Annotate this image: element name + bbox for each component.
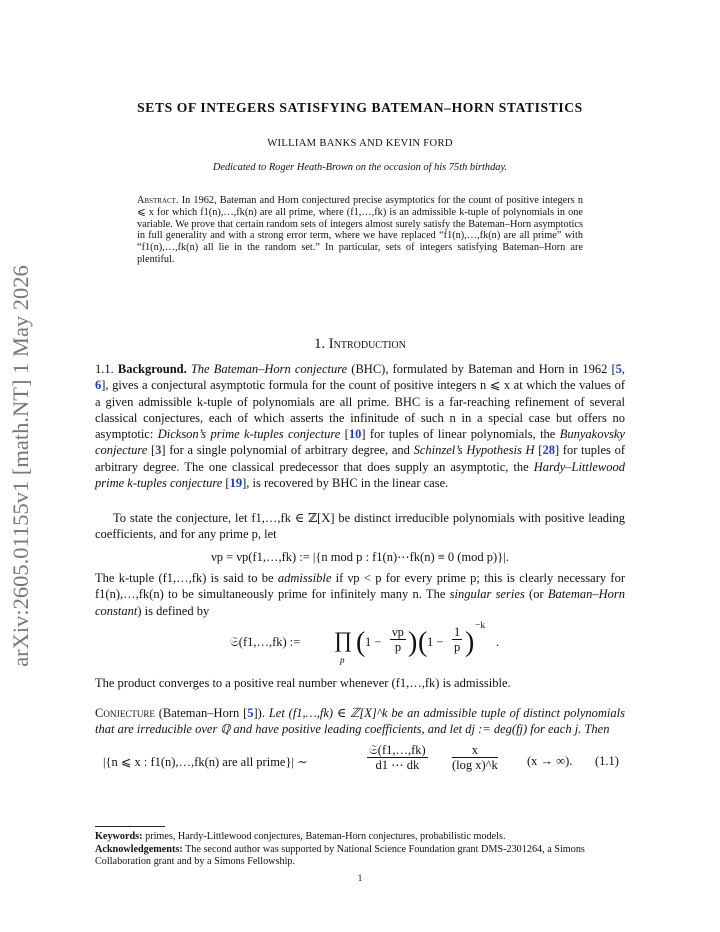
citation-link[interactable]: 6: [95, 378, 102, 393]
acknowledgements: Acknowledgements: The second author was supported by National Science Foundation grant DMS-2301264, a Simons Collaboration grant and by a Simons Fellowship.: [95, 843, 585, 868]
conjecture: Conjecture (Bateman–Horn [5]). Let (f1,…,fk) ∈ ℤ[X]^k be an admissible tuple of distinct polynomials that are irreducible over ℚ and have positive leading coefficients, and let dj := deg(fj) for each j. Then: [95, 706, 625, 737]
paper-authors: WILLIAM BANKS AND KEVIN FORD: [267, 138, 453, 149]
abstract-heading: Abstract.: [137, 195, 179, 206]
paragraph-background: 1.1. Background. The Bateman–Horn conjecture (BHC), formulated by Bateman and Horn in 1962 [5, 6], gives a conjectural asymptotic formula for the count of positive integers n ⩽ x at which the values of a given admissible k-tuple of polynomials are all prime. BHC is a far-reaching refinement of several classical conjectures, each of which asserts the infinitude of such n in a special case but offers no asymptotic: Dickson’s prime k-tuples conjecture [10] for tuples of linear polynomials, the Bunyakovsky conjecture [3] for a single polynomial of arbitrary degree, and Schinzel’s Hypothesis H [28] for tuples of arbitrary degree. The one classical predecessor that does supply an asymptotic, the Hardy–Littlewood prime k-tuples conjecture [19], is recovered by BHC in the linear case.: [95, 362, 626, 491]
subsection-number: 1.1.: [95, 362, 114, 376]
paragraph-admissible: The k-tuple (f1,…,fk) is said to be admissible if νp < p for every prime p; this is clearly necessary for f1(n),…,fk(n) to be simultaneously prime for infinitely many n. The singular series (or Bateman–Horn constant) is defined by: [95, 571, 625, 618]
section-heading: 1. Introduction: [314, 336, 406, 352]
citation-link[interactable]: 28: [542, 443, 555, 458]
paper-title: SETS OF INTEGERS SATISFYING BATEMAN–HORN STATISTICS: [137, 100, 583, 115]
equation-bateman-horn: |{n ⩽ x : f1(n),…,fk(n) are all prime}| ∼ 𝔖(f1,…,fk) d1 ⋯ dk $\frac{x}{\text{(log x)\textasciicircum{}k}}$ (x → ∞). (1.1): [103, 743, 619, 772]
page-number: 1: [357, 874, 363, 884]
citation-link[interactable]: 5: [247, 706, 254, 720]
keywords: Keywords: primes, Hardy-Littlewood conjectures, Bateman-Horn conjectures, probabilistic models.: [95, 831, 506, 842]
abstract-text: In 1962, Bateman and Horn conjectured precise asymptotics for the count of positive integers n ⩽ x for which f1(n),…,fk(n) are all prime, where (f1,…,fk) is an admissible k-tuple of polynomials in one variable. We prove that certain random sets of integers almost surely satisfy the Bateman–Horn asymptotics in full generality and with a strong error term, where we have replaced “f1(n),…,fk(n) are all prime” with “f1(n),…,fk(n) all lie in the random set.” In particular, sets of integers satisfying Bateman–Horn are plentiful.: [137, 195, 583, 265]
paragraph-statement: To state the conjecture, let f1,…,fk ∈ ℤ[X] be distinct irreducible polynomials with positive leading coefficients, and for any prime p, let: [95, 511, 625, 542]
citation-link[interactable]: 5: [615, 362, 622, 376]
dedication: Dedicated to Roger Heath-Brown on the occasion of his 75th birthday.: [212, 162, 508, 173]
citation-link[interactable]: 19: [229, 476, 243, 491]
citation-link[interactable]: 3: [155, 443, 162, 458]
equation-nu: νp = νp(f1,…,fk) := |{n mod p : f1(n)⋯fk(n) ≡ 0 (mod p)}|.: [211, 550, 509, 564]
footnote: [95, 831, 625, 869]
subsection-title: Background.: [117, 362, 187, 376]
equation-singular-series: 𝔖(f1,…,fk) := ∏ p ( 1 − $\frac{\nu p}{p}$ ) ( 1 − $\frac{1}{p}$ ) −k .: [230, 621, 500, 665]
abstract: [137, 195, 583, 266]
paragraph-converges: The product converges to a positive real number whenever (f1,…,fk) is admissible.: [95, 676, 511, 690]
citation-link[interactable]: 10: [348, 427, 362, 442]
footnote-rule: [95, 826, 165, 827]
